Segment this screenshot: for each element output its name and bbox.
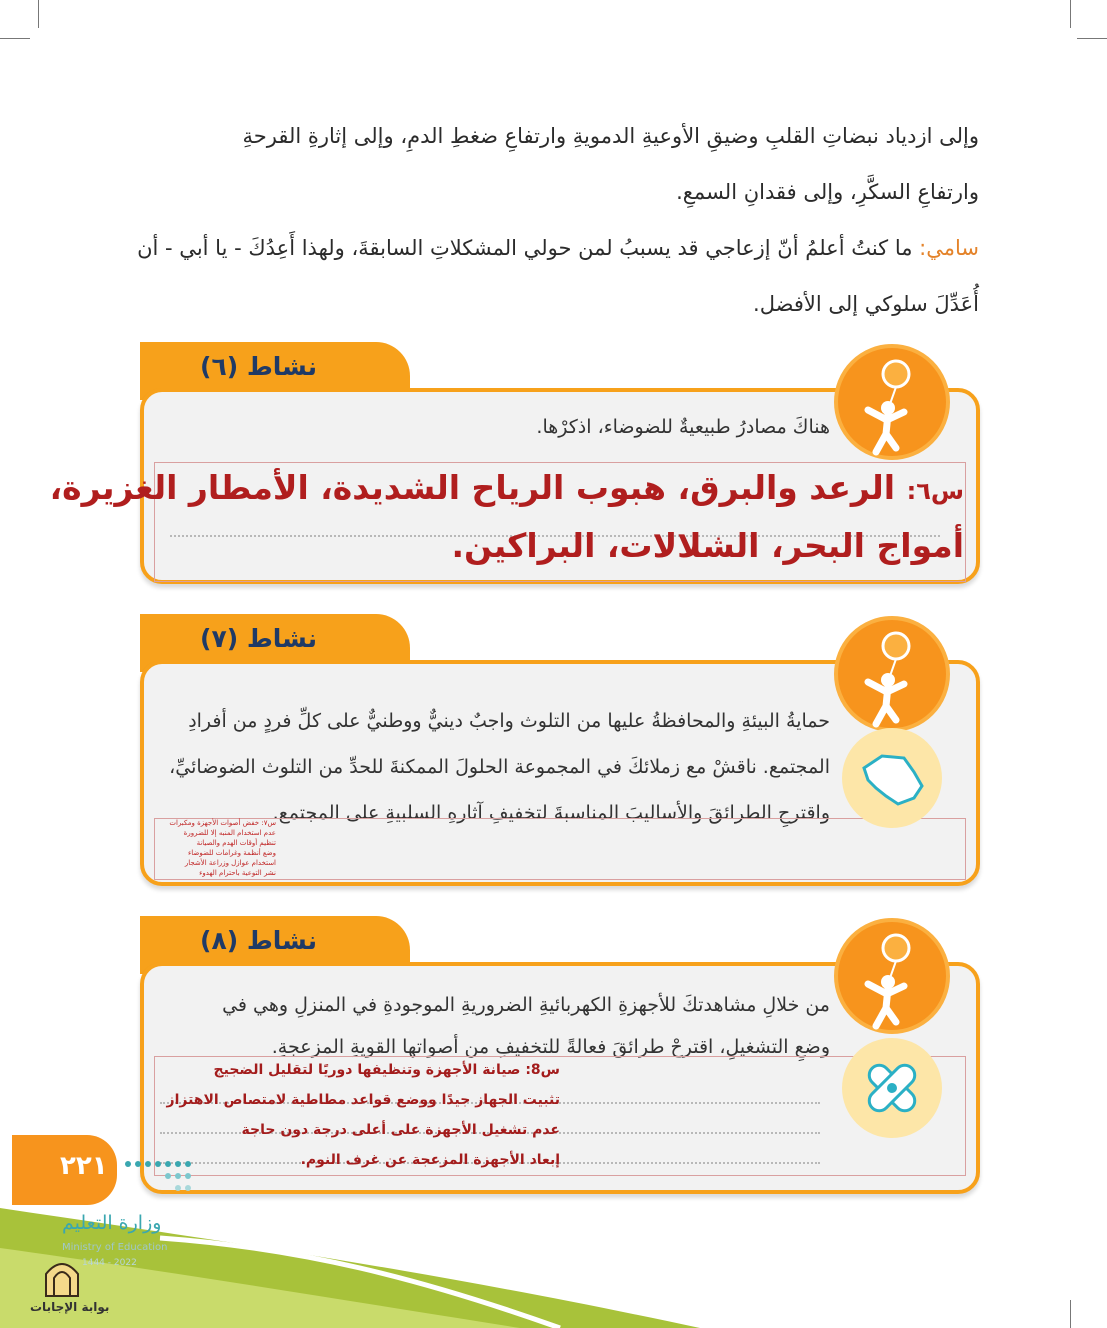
note-line: عدم استخدام المنبه إلا للضرورة [183,829,276,837]
note-line: نشر التوعية باحترام الهدوء [199,869,276,877]
activity-8-answer-3: عدم تشغيل الأجهزة على أعلى درجة دون حاجة [241,1122,560,1138]
intro-line-3 [137,236,979,260]
intro-line-4: أُعَدِّلَ سلوكي إلى الأفضل. [753,292,979,316]
child-balloon-icon [834,918,950,1034]
portal-logo-icon [40,1256,84,1300]
speaker-name: سامي: [919,236,979,260]
activity-8-answer-4: إبعاد الأجهزة المزعجة عن غرف النوم. [300,1152,560,1168]
activity-8-line-2: وضعِ التشغيلِ، اقترحْ طرائقَ فعالةً للتخفيفِ من أصواتها القويةِ المزعجةِ. [271,1036,830,1058]
page-number: ٢٢١ [60,1151,108,1181]
activity-6-card [49,342,980,584]
activity-7-card [140,614,980,886]
child-balloon-icon [834,616,950,732]
activity-8-title: نشاط (٨) [200,926,318,955]
crop-mark [1070,0,1071,28]
portal-label: بوابة الإجابات [30,1300,110,1314]
activity-7-line-3: واقترحِ الطرائقَ والأساليبَ المناسبةَ لتخفيفِ آثارهِ السلبيةِ على المجتمع. [272,802,830,824]
crop-mark [1077,38,1107,39]
speaker-text: ما كنتُ أعلمُ أنّ إزعاجي قد يسببُ لمن حولي المشكلاتِ السابقةَ، ولهذا أَعِدُكَ - يا أبي - أن [137,236,913,260]
activity-7-line-2: المجتمع. ناقشْ مع زملائكَ في المجموعة الحلولَ الممكنةَ للحدِّ من التلوث الضوضائيِّ، [169,756,830,778]
ministry-name: وزارة التعليم [62,1212,162,1234]
saudi-map-icon [842,728,942,828]
bandage-icon [842,1038,942,1138]
activity-6-answer-line-2: أمواج البحر، الشلالات، البراكين. [451,526,964,565]
intro-line-2: وارتفاعِ السكَّرِ، وإلى فقدانِ السمعِ. [676,180,979,204]
activity-8-line-1: من خلالِ مشاهدتكَ للأجهزةِ الكهربائيةِ الضروريةِ الموجودةِ في المنزلِ وهي في [222,994,830,1016]
activity-7-line-1: حمايةُ البيئةِ والمحافظةُ عليها من التلوث واجبٌ دينيٌّ ووطنيٌّ على كلِّ فردٍ من أفرادِ [188,710,830,732]
activity-7-notes [156,818,276,878]
crop-mark [0,38,30,39]
note-line: وضع أنظمة وغرامات للضوضاء [188,849,276,857]
answer-prefix: س٦: [906,477,964,505]
ministry-year: 2022 - 1444 [82,1258,137,1268]
activity-8-answer-1: س8: صيانة الأجهزة وتنظيفها دوريًا لتقليل الضجيج [213,1062,560,1078]
note-line: تنظيم أوقات الهدم والصيانة [196,839,276,847]
activity-6-question: هناكَ مصادرُ طبيعيةٌ للضوضاء، اذكرْها. [536,416,830,438]
child-balloon-icon [834,344,950,460]
activity-7-title: نشاط (٧) [200,624,318,653]
ministry-name-en: Ministry of Education [62,1242,168,1253]
activity-6-title: نشاط (٦) [200,352,318,381]
activity-8-answer-2: تثبيت الجهاز جيدًا ووضع قواعد مطاطية لامتصاص الاهتزاز [166,1092,560,1108]
ministry-logo-icon [108,1156,198,1196]
answer-text-1: الرعد والبرق، هبوب الرياح الشديدة، الأمطار الغزيرة، [49,468,896,507]
activity-8-card [140,916,980,1194]
crop-mark [38,0,39,28]
note-line: استخدام عوازل وزراعة الأشجار [184,859,276,867]
footer-green-wave [0,1178,1107,1328]
intro-line-1: وإلى ازدياد نبضاتِ القلبِ وضيقِ الأوعيةِ الدمويةِ وارتفاعِ ضغطِ الدمِ، وإلى إثارةِ القرحةِ [242,124,979,148]
note-line: س٧: خفض أصوات الأجهزة ومكبرات [169,819,276,827]
page-number-tab [12,1135,117,1205]
activity-6-answer-line-1 [50,468,964,507]
